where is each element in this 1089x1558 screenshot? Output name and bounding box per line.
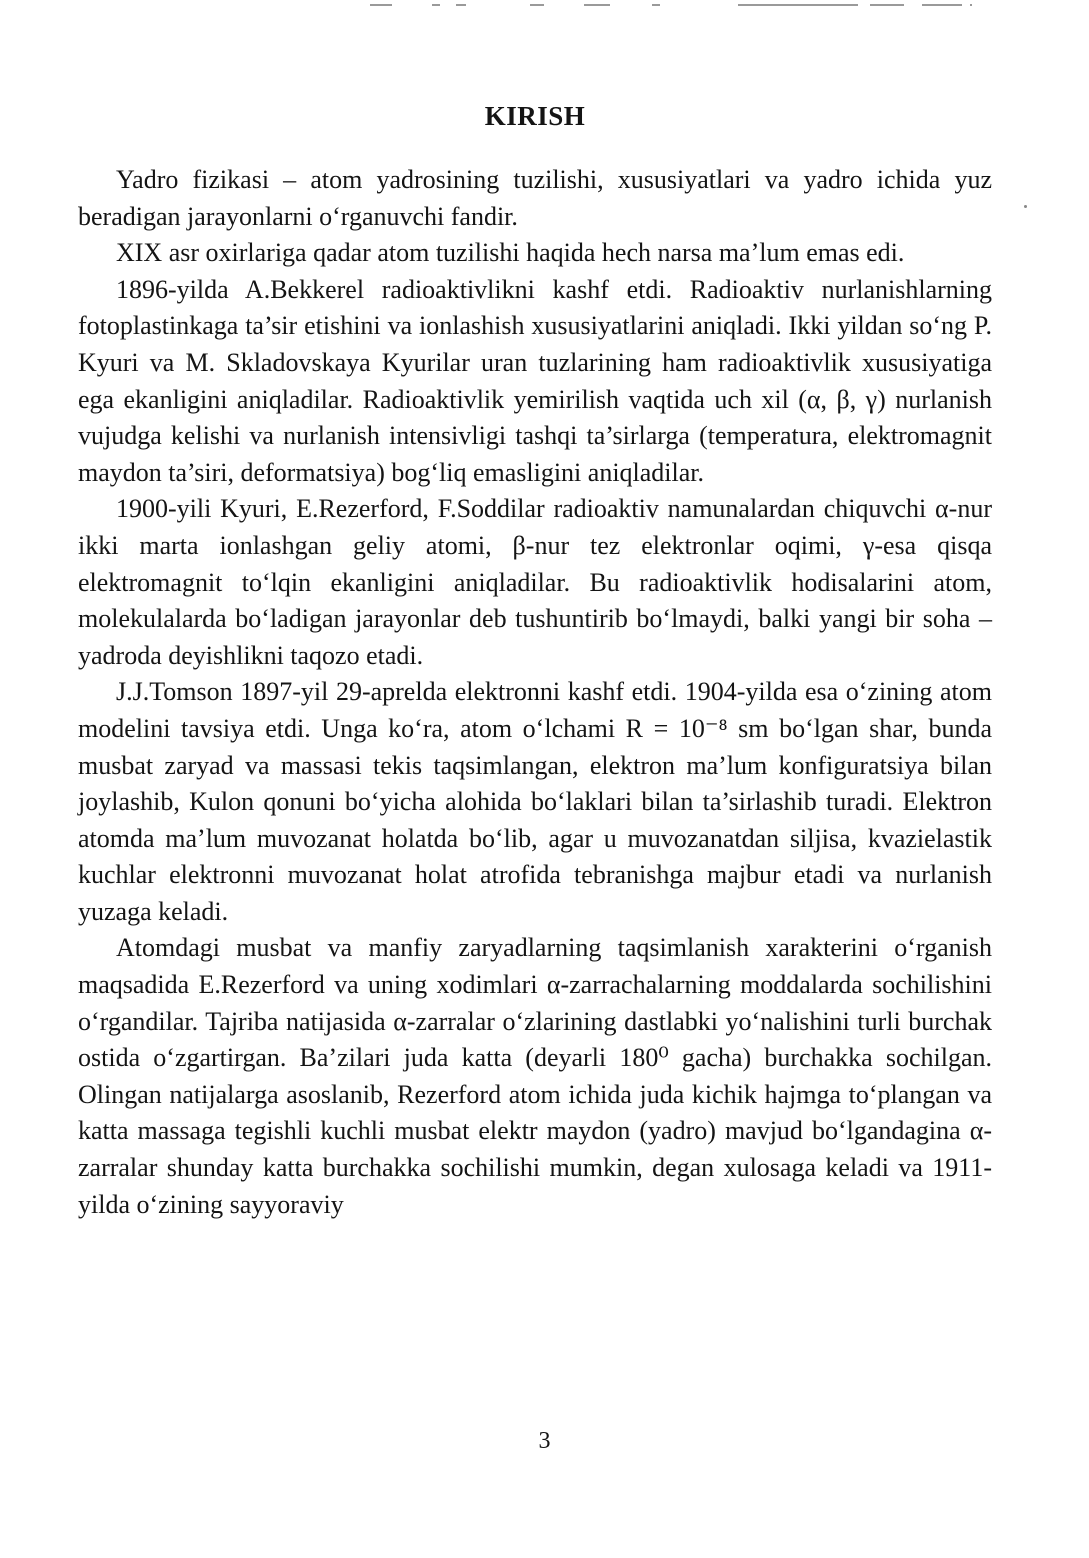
paragraph-definition: Yadro fizikasi – atom yadrosining tuzilishi, xususiyatlari va yadro ichida yuz beradigan jarayonlarni o‘rganuvchi fandir. [78, 165, 992, 231]
page-number: 3 [538, 1428, 551, 1454]
paragraph-rezerford: Atomdagi musbat va manfiy zaryadlarning taqsimlanish xarakterini o‘rganish maqsadida E.Rezerford va uning xodimlari α-zarrachalarning moddalarda sochilishini o‘rgandilar. Tajriba natijasida α-zarralar o‘zlarining dastlabki yo‘nalishini turli burchak ostida o‘zgartirgan. Ba’zilari juda katta (deyarli 180⁰ gacha) burchakka sochilgan. Olingan natijalarga asoslanib, Rezerford atom ichida juda kichik hajmga to‘plangan va katta massaga tegishli kuchli musbat elektr maydon (yadro) mavjud bo‘lgandagina α-zarralar shunday katta burchakka sochilishi mumkin, degan xulosaga keladi va 1911-yilda o‘zining sayyoraviy [78, 933, 992, 1219]
scan-artifact-marks [370, 4, 970, 10]
paragraph-xix-century: XIX asr oxirlariga qadar atom tuzilishi haqida hech narsa ma’lum emas edi. [116, 238, 905, 268]
paragraph-bekkerel: 1896-yilda A.Bekkerel radioaktivlikni kashf etdi. Radioaktiv nurlanishlarning fotoplastinkaga ta’sir etishini va ionlashish xususiyatlarini aniqladi. Ikki yildan so‘ng P. Kyuri va M. Skladovskaya Kyurilar uran tuzlarining ham radioaktivlik xususiyatiga ega ekanligini aniqladilar. Radioaktivlik yemirilish vaqtida uch xil (α, β, γ) nurlanish vujudga kelishi va nurlanish intensivligi tashqi ta’sirlarga (temperatura, elektromagnit maydon ta’siri, deformatsiya) bog‘liq emasligini aniqladilar. [78, 274, 992, 487]
page-heading: KIRISH [484, 101, 586, 131]
paragraph-tomson: J.J.Tomson 1897-yil 29-aprelda elektronni kashf etdi. 1904-yilda esa o‘zining atom modelini tavsiya etdi. Unga ko‘ra, atom o‘lchami R = 10⁻⁸ sm bo‘lgan shar, bunda musbat zaryad va massasi tekis taqsimlangan, elektron ma’lum konfiguratsiya bilan joylashib, Kulon qonuni bo‘yicha alohida bo‘laklari bilan ta’sirlashib turadi. Elektron atomda ma’lum muvozanat holatda bo‘lib, agar u muvozanatdan siljisa, kvazielastik kuchlar elektronni muvozanat holat atrofida tebranishga majbur etadi va nurlanish yuzaga keladi. [78, 677, 992, 926]
page-body [78, 96, 992, 1223]
paragraph-1900: 1900-yili Kyuri, E.Rezerford, F.Soddilar radioaktiv namunalardan chiquvchi α-nur ikki marta ionlashgan geliy atomi, β-nur tez elektronlar oqimi, γ-esa qisqa elektromagnit to‘lqin ekanligini aniqladilar. Bu radioaktivlik hodisalarini atom, molekulalarda bo‘ladigan jarayonlar deb tushuntirib bo‘lmaydi, balki yangi bir soha – yadroda deyishlikni taqozo etadi. [78, 494, 992, 670]
scan-speck [1024, 205, 1027, 208]
